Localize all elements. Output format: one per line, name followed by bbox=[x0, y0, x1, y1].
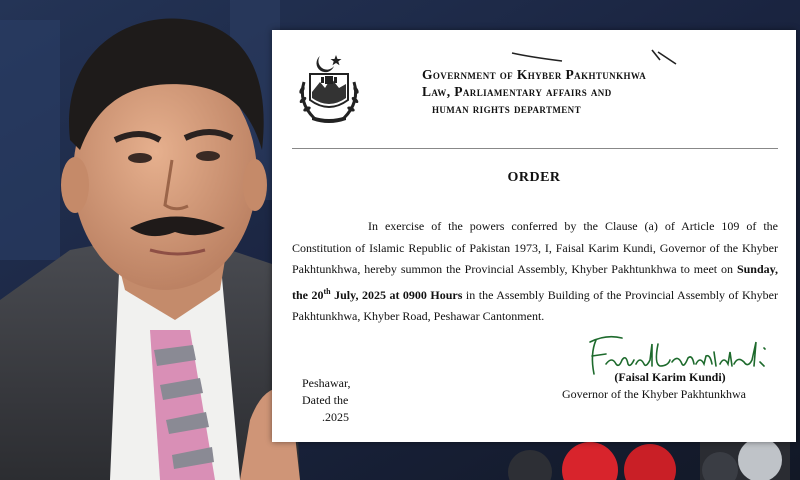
order-document bbox=[272, 30, 796, 442]
body-date-suffix: th bbox=[323, 286, 331, 296]
header-divider bbox=[292, 148, 778, 149]
order-body bbox=[292, 216, 778, 328]
body-date-day: Sunday, the 20 bbox=[292, 262, 778, 302]
place-and-date bbox=[302, 375, 351, 426]
header-line-1: Government of Khyber Pakhtunkhwa bbox=[422, 67, 647, 82]
body-text-part-1: In exercise of the powers conferred by the Clause (a) of Article 109 of the Constitution of Islamic Republic of Pakistan 1973, I, Faisal Karim Kundi, Governor of the Khyber Pakhtunkhwa, hereby summon the Provincial Assembly, Khyber Pakhtunkhwa to meet on bbox=[292, 219, 778, 276]
signatory-title: Governor of the Khyber Pakhtunkhwa bbox=[562, 387, 746, 401]
order-title: ORDER bbox=[507, 170, 561, 185]
pen-check-mark bbox=[650, 46, 680, 68]
header-line-2: Law, Parliamentary affairs and bbox=[422, 84, 612, 99]
department-header bbox=[422, 66, 752, 117]
place-city: Peshawar, bbox=[302, 376, 351, 390]
kp-emblem-icon bbox=[294, 52, 364, 124]
place-year: .2025 bbox=[322, 410, 349, 424]
header-line-3: human rights department bbox=[432, 101, 581, 116]
signatory-name: (Faisal Karim Kundi) bbox=[614, 370, 726, 384]
pen-tick-mark bbox=[510, 47, 566, 65]
place-dated: Dated the bbox=[302, 393, 349, 407]
body-text-part-2: in the Assembly Building of the Provincial Assembly of Khyber Pakhtunkhwa, Khyber Road, Peshawar Cantonment. bbox=[292, 287, 778, 323]
body-date-rest: July, 2025 at 0900 Hours bbox=[330, 287, 463, 302]
